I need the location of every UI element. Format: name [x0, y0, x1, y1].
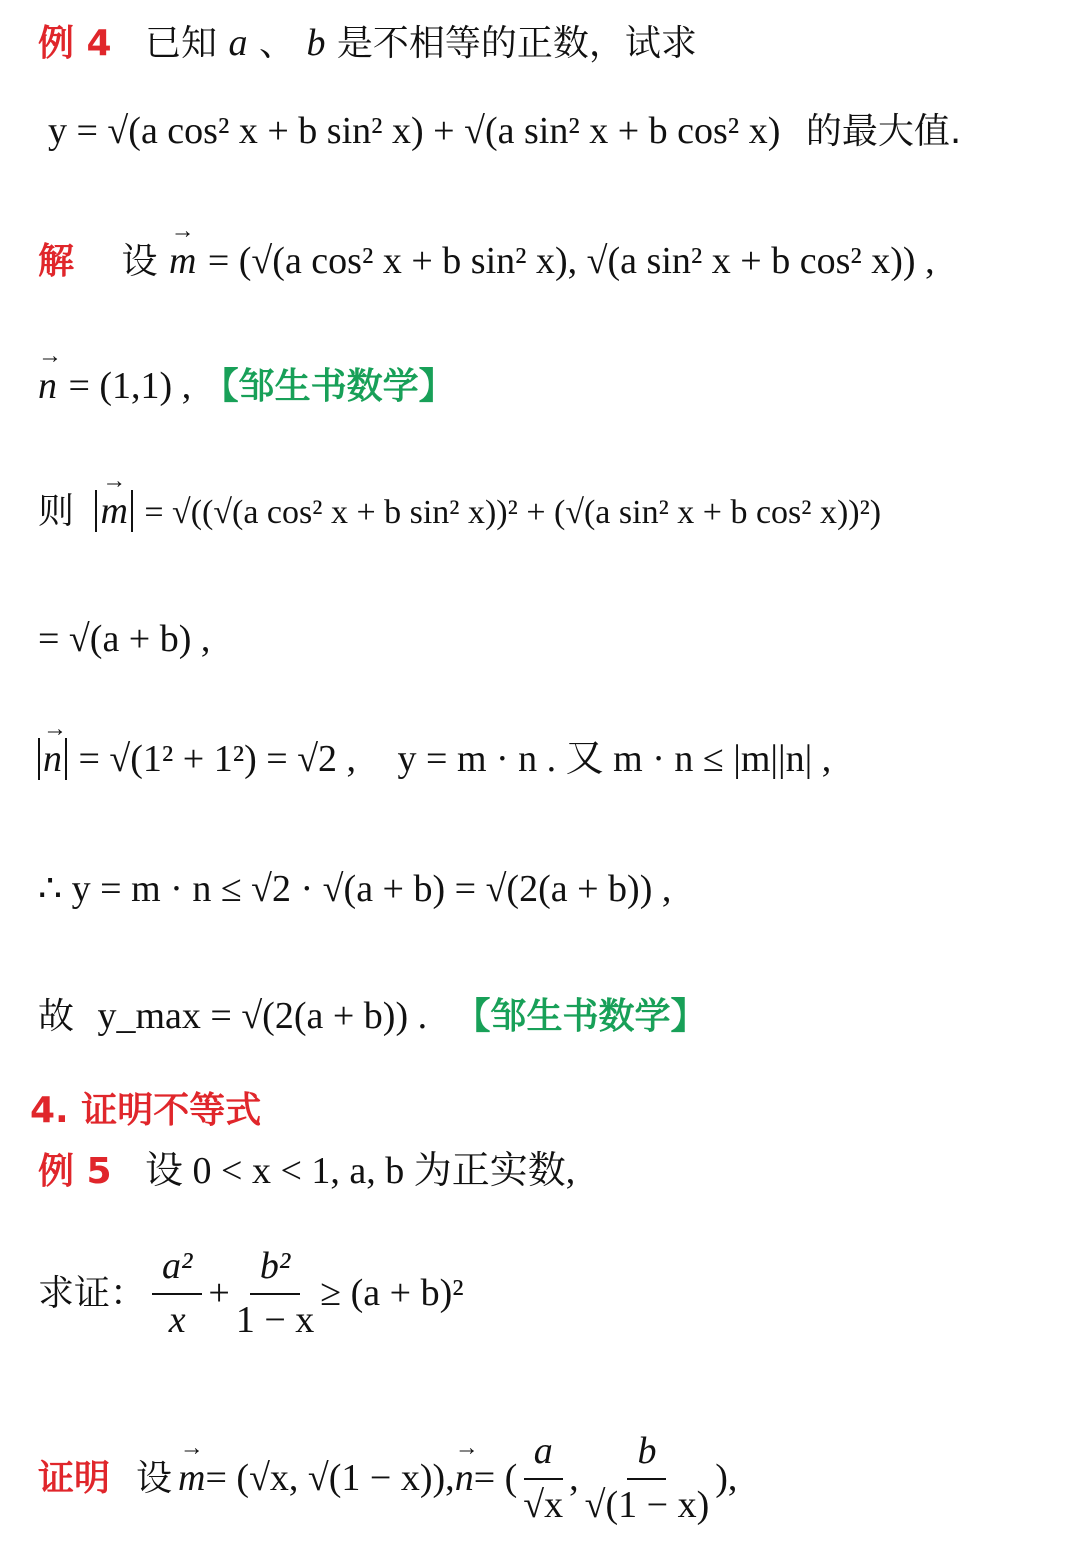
proof-set-word: 设	[136, 1457, 173, 1499]
norm-n-expression: = √(1² + 1²) = √2 ,	[78, 738, 357, 780]
norm-m-line	[38, 490, 1050, 534]
conclusion-line	[38, 995, 1050, 1039]
fraction-b-over-sqrt1mx	[585, 1430, 710, 1527]
ymax-expression: y_max = √(2(a + b)) .	[97, 995, 428, 1037]
brand-tag: 【邹生书数学】	[202, 366, 455, 407]
separator: 、	[258, 23, 295, 64]
rhs-expression: ≥ (a + b)²	[320, 1271, 464, 1314]
vector-m-abs: → m	[100, 490, 127, 534]
example5-statement	[38, 1150, 1050, 1194]
vector-n-abs: → n	[43, 738, 62, 782]
norm-n-line	[38, 738, 1050, 782]
statement-text: 已知	[145, 23, 218, 64]
frac4-denominator: √(1 − x)	[584, 1483, 710, 1526]
proof-n-close: ),	[715, 1456, 738, 1499]
example4-statement	[38, 22, 1050, 66]
example5-text: 设 0 < x < 1, a, b 为正实数,	[145, 1150, 576, 1192]
frac2-denominator: 1 − x	[235, 1298, 315, 1341]
example4-label: 例 4	[38, 23, 112, 64]
formula-tail: 的最大值.	[805, 111, 962, 152]
set-word: 设	[121, 241, 158, 282]
solution-n-line	[38, 365, 1050, 409]
n-definition: = (1,1) ,	[68, 365, 192, 407]
m-definition: = (√(a cos² x + b sin² x), √(a sin² x + b cos² x)) ,	[207, 240, 935, 282]
var-a: a	[228, 22, 248, 64]
solution-label: 解	[38, 241, 75, 282]
solution-m-line	[38, 240, 1050, 284]
frac3-numerator: a	[524, 1430, 563, 1480]
proof-m-definition: = (√x, √(1 − x)),	[205, 1456, 455, 1499]
brand-tag-2: 【邹生书数学】	[454, 996, 707, 1037]
example5-label: 例 5	[38, 1151, 112, 1192]
proof-line: 证明 设 → m = (√x, √(1 − x)), → n = ( $\frac{a}{√x}$ , $\frac{b}{√(1 - x)}$ ),	[38, 1430, 1050, 1527]
frac1-denominator: x	[168, 1298, 186, 1341]
example4-formula	[48, 110, 1050, 154]
conclude-word: 故	[38, 996, 75, 1037]
norm-m-expression: = √((√(a cos² x + b sin² x))² + (√(a sin² x + b cos² x))²)	[144, 494, 882, 531]
proof-n-open: = (	[473, 1456, 518, 1499]
formula-y: y = √(a cos² x + b sin² x) + √(a sin² x + b cos² x)	[48, 110, 781, 152]
therefore-line	[38, 868, 1050, 912]
vector-n: → n	[38, 365, 57, 409]
section-heading: 4. 证明不等式	[30, 1090, 262, 1131]
proof-label: 证明	[38, 1457, 111, 1499]
frac2-numerator: b²	[250, 1245, 300, 1295]
proof-vector-m: → m	[178, 1457, 205, 1501]
var-b: b	[306, 22, 326, 64]
fraction-b2-over-1mx	[236, 1245, 314, 1342]
fraction-a2-over-x	[152, 1245, 202, 1342]
therefore-expression: ∴ y = m · n ≤ √2 · √(a + b) = √(2(a + b)) ,	[38, 868, 672, 910]
proof-vector-n: → n	[455, 1457, 474, 1501]
prove-word: 求证：	[38, 1272, 147, 1314]
vector-m: → m	[169, 240, 196, 284]
prove-line	[38, 1245, 1050, 1342]
sqrt-ab-expression: = √(a + b) ,	[38, 618, 211, 660]
statement-rest: 是不相等的正数，试求	[336, 23, 697, 64]
fraction-a-over-sqrtx	[523, 1430, 563, 1527]
plus-sign: +	[208, 1271, 230, 1314]
sqrt-ab-line	[38, 618, 1050, 662]
frac1-numerator: a²	[152, 1245, 202, 1295]
frac4-numerator: b	[627, 1430, 666, 1480]
then-word: 则	[38, 491, 75, 532]
frac3-denominator: √x	[523, 1483, 564, 1526]
y-dot-expression: y = m · n . 又 m · n ≤ |m||n| ,	[397, 738, 832, 780]
